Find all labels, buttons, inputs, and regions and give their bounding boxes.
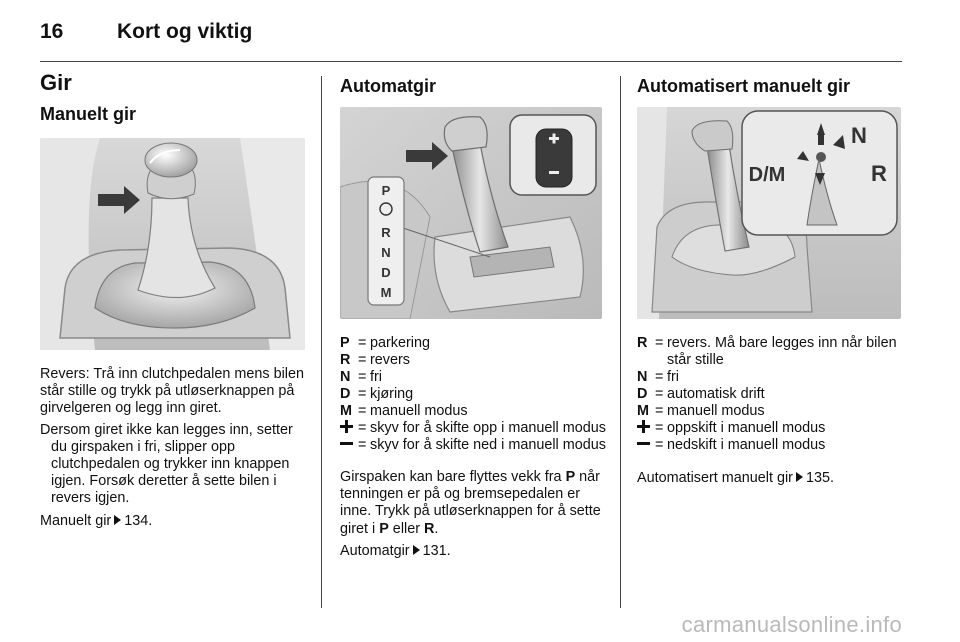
automated-manual-subtitle: Automatisert manuelt gir xyxy=(637,76,851,96)
amt-label-r: R xyxy=(871,161,887,186)
legend-value: parkering xyxy=(370,335,430,351)
automatic-gear-illustration xyxy=(340,107,602,319)
legend-item: M = manuell modus xyxy=(637,403,903,420)
amt-ref-page: 135. xyxy=(805,470,834,486)
selector-label-m: M xyxy=(380,285,392,300)
legend-key: N xyxy=(637,369,648,385)
manual-reverse-text: Revers: Trå inn clutchpedalen mens bilen står stille og trykk på utløserknappen på girvelgeren og legg inn giret. xyxy=(40,366,304,417)
column-divider-1 xyxy=(321,76,322,608)
legend-key: R xyxy=(340,352,351,368)
legend-value: fri xyxy=(370,369,382,385)
amt-ref-label: Automatisert manuelt gir xyxy=(637,470,793,486)
legend-value: skyv for å skifte ned i manuell modus xyxy=(370,437,606,453)
column-automatic-gear xyxy=(340,72,606,560)
legend-item: = skyv for å skifte opp i manuell modus xyxy=(340,420,606,437)
legend-item: R = revers. Må bare legges inn når bilen står stille xyxy=(637,335,903,369)
legend-item: = oppskift i manuell modus xyxy=(637,420,903,437)
column-divider-2 xyxy=(620,76,621,608)
automatic-gear-subtitle: Automatgir xyxy=(340,76,436,96)
minus-icon xyxy=(637,437,655,454)
automated-manual-legend xyxy=(637,335,903,454)
automatic-gear-legend xyxy=(340,335,606,454)
legend-value: automatisk drift xyxy=(667,386,765,402)
column-automated-manual-gear xyxy=(637,72,903,487)
automated-manual-illustration xyxy=(637,107,901,319)
selector-label-n: N xyxy=(381,245,391,260)
legend-key: M xyxy=(340,403,352,419)
manual-gear-reference[interactable] xyxy=(40,513,305,530)
legend-value: manuell modus xyxy=(370,403,468,419)
manual-ref-label: Manuelt gir xyxy=(40,512,112,529)
legend-item: R = revers xyxy=(340,352,606,369)
column-manual-gear xyxy=(40,70,305,530)
automatic-ref-label: Automatgir xyxy=(340,542,410,559)
legend-key: N xyxy=(340,369,351,385)
selector-label-r: R xyxy=(381,225,391,240)
automatic-gear-lever-drawing xyxy=(340,107,602,319)
watermark: carmanualsonline.info xyxy=(681,612,902,637)
automatic-gear-reference[interactable] xyxy=(340,543,606,560)
legend-item: M = manuell modus xyxy=(340,403,606,420)
amt-label-n: N xyxy=(851,123,867,148)
legend-value: nedskift i manuell modus xyxy=(667,437,826,453)
legend-item: = skyv for å skifte ned i manuell modus xyxy=(340,437,606,454)
page-number: 16 xyxy=(40,20,64,43)
plus-icon xyxy=(637,420,655,437)
manual-retry-text: Dersom giret ikke kan legges inn, setter du girspaken i fri, slipper opp clutchpedalen og trykker inn knappen igjen. Forsøk deretter å sette bilen i revers igjen. xyxy=(40,421,293,507)
header-rule xyxy=(40,61,902,62)
legend-key: P xyxy=(340,335,350,351)
legend-item: D = kjøring xyxy=(340,386,606,403)
legend-value: oppskift i manuell modus xyxy=(667,420,826,436)
legend-item: N = fri xyxy=(340,369,606,386)
manual-ref-page: 134. xyxy=(124,512,153,529)
legend-item: N = fri xyxy=(637,369,903,386)
manual-gear-subtitle: Manuelt gir xyxy=(40,104,137,124)
selector-label-p: P xyxy=(381,183,391,198)
automated-manual-lever-drawing xyxy=(637,107,901,319)
page-ref-arrow-icon xyxy=(413,545,420,555)
legend-item: = nedskift i manuell modus xyxy=(637,437,903,454)
legend-value: manuell modus xyxy=(667,403,765,419)
legend-key: D xyxy=(340,386,351,402)
legend-value: revers. Må bare legges inn når bilen står stille xyxy=(667,335,897,368)
legend-item: D = automatisk drift xyxy=(637,386,903,403)
legend-value: kjøring xyxy=(370,386,414,402)
legend-value: skyv for å skifte opp i manuell modus xyxy=(370,420,606,436)
legend-item: P = parkering xyxy=(340,335,606,352)
legend-key: D xyxy=(637,386,648,402)
manual-gear-illustration xyxy=(40,138,305,350)
page-ref-arrow-icon xyxy=(796,472,803,482)
page-header-title: Kort og viktig xyxy=(117,20,253,43)
minus-icon xyxy=(340,437,358,454)
legend-value: revers xyxy=(370,352,410,368)
legend-value: fri xyxy=(667,369,679,385)
manual-gear-lever-drawing xyxy=(40,138,305,350)
section-title: Gir xyxy=(40,70,72,95)
automatic-ref-page: 131. xyxy=(422,542,451,559)
automated-manual-reference[interactable] xyxy=(637,470,903,487)
legend-key: R xyxy=(637,335,648,351)
selector-label-d: D xyxy=(381,265,391,280)
page-ref-arrow-icon xyxy=(114,515,121,525)
automatic-lever-text: Girspaken kan bare flyttes vekk fra P når tenningen er på og bremsepedalen er inne. Trykk på utløserknappen for å sette giret i P eller R. xyxy=(340,469,601,537)
amt-label-dm: D/M xyxy=(748,164,786,186)
legend-key: M xyxy=(637,403,649,419)
plus-icon xyxy=(340,420,358,437)
